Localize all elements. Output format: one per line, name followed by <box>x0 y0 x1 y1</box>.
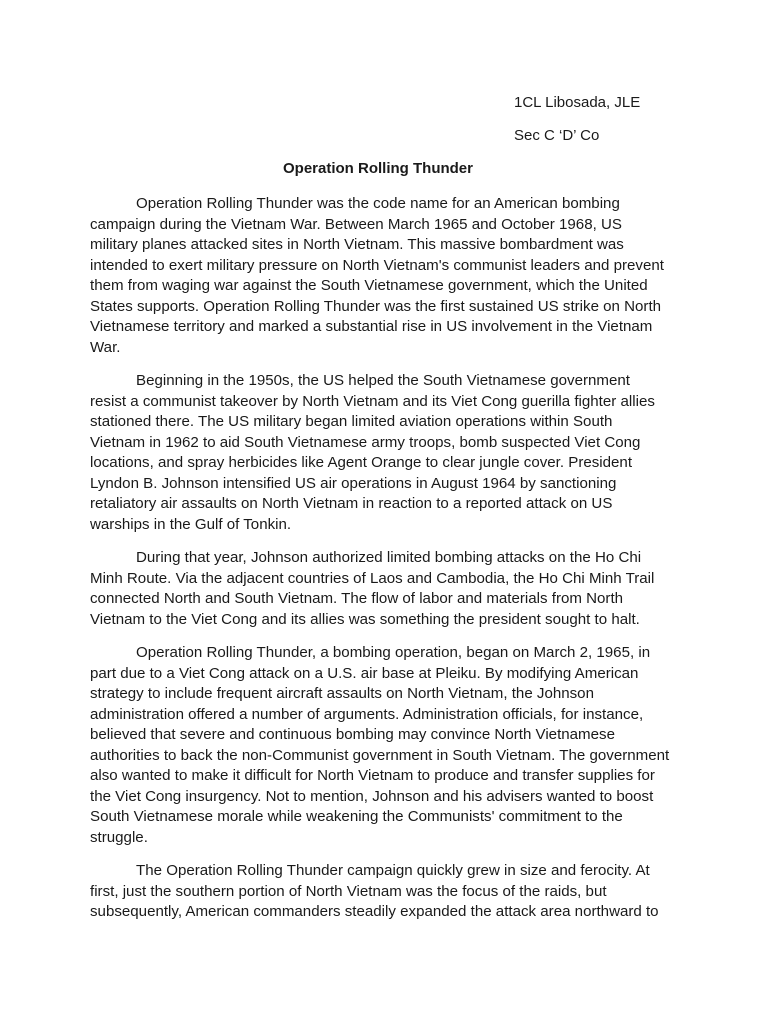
author-section: Sec C ‘D’ Co <box>514 127 600 144</box>
paragraph-5: The Operation Rolling Thunder campaign quickly grew in size and ferocity. At first, just the southern portion of North Vietnam was the focus of the raids, but subsequently, American commanders steadily expanded the attack area northward to <box>90 862 659 920</box>
document-title: Operation Rolling Thunder <box>283 160 473 177</box>
paragraph-4: Operation Rolling Thunder, a bombing operation, began on March 2, 1965, in part due to a Viet Cong attack on a U.S. air base at Pleiku. By modifying American strategy to include frequent aircraft assaults on North Vietnam, the Johnson administration offered a number of arguments. Administration officials, for instance, believed that severe and continuous bombing may convince North Vietnamese authorities to back the non-Communist government in South Vietnam. The government also wanted to make it difficult for North Vietnam to produce and transfer supplies for the Viet Cong insurgency. Not to mention, Johnson and his advisers wanted to boost South Vietnamese morale while weakening the Communists' commitment to the struggle. <box>90 644 670 846</box>
paragraph-3: During that year, Johnson authorized limited bombing attacks on the Ho Chi Minh Route. Via the adjacent countries of Laos and Cambodia, the Ho Chi Minh Trail connected North and South Vietnam. The flow of labor and materials from North Vietnam to the Viet Cong and its allies was something the president sought to halt. <box>90 549 655 628</box>
paragraph-2: Beginning in the 1950s, the US helped the South Vietnamese government resist a communist takeover by North Vietnam and its Viet Cong guerilla fighter allies stationed there. The US military began limited aviation operations within South Vietnam in 1962 to aid South Vietnamese army troops, bomb suspected Viet Cong locations, and spray herbicides like Agent Orange to clear jungle cover. President Lyndon B. Johnson intensified US air operations in August 1964 by sanctioning retaliatory air assaults on North Vietnam in reaction to a reported attack on US warships in the Gulf of Tonkin. <box>90 372 655 533</box>
paragraph-1: Operation Rolling Thunder was the code name for an American bombing campaign during the Vietnam War. Between March 1965 and October 1968, US military planes attacked sites in North Vietnam. This massive bombardment was intended to exert military pressure on North Vietnam's communist leaders and prevent them from waging war against the South Vietnamese government, which the United States supports. Operation Rolling Thunder was the first sustained US strike on North Vietnamese territory and marked a substantial rise in US involvement in the Vietnam War. <box>90 195 664 356</box>
author-name: 1CL Libosada, JLE <box>514 94 641 111</box>
document-body <box>90 194 670 936</box>
